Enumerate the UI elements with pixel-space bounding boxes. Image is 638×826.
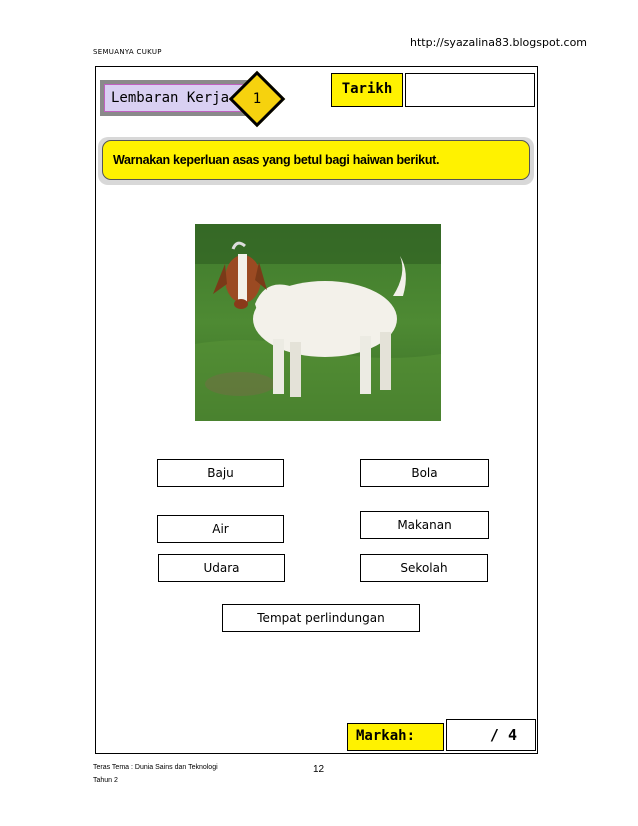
subject-header: SEMUANYA CUKUP — [93, 48, 162, 56]
goat-image — [195, 224, 441, 421]
option-bola[interactable]: Bola — [360, 459, 489, 487]
footer-theme: Teras Tema : Dunia Sains dan Teknologi — [93, 764, 218, 771]
score-field[interactable]: / 4 — [446, 719, 536, 751]
option-udara[interactable]: Udara — [158, 554, 285, 582]
worksheet-label: Lembaran Kerja — [104, 84, 244, 112]
date-field[interactable] — [405, 73, 535, 107]
instruction-banner — [98, 137, 534, 185]
footer-year: Tahun 2 — [93, 777, 118, 784]
worksheet-number-badge — [229, 71, 285, 127]
worksheet-label-box — [100, 80, 248, 116]
option-makanan[interactable]: Makanan — [360, 511, 489, 539]
goat-photo — [195, 224, 441, 421]
blog-url: http://syazalina83.blogspot.com — [410, 36, 588, 49]
page-number: 12 — [313, 764, 325, 775]
instruction-text: Warnakan keperluan asas yang betul bagi haiwan berikut. — [102, 140, 530, 180]
option-sekolah[interactable]: Sekolah — [360, 554, 488, 582]
option-air[interactable]: Air — [157, 515, 284, 543]
date-label: Tarikh — [331, 73, 403, 107]
score-label: Markah: — [347, 723, 444, 751]
option-tempat-perlindungan[interactable]: Tempat perlindungan — [222, 604, 420, 632]
option-baju[interactable]: Baju — [157, 459, 284, 487]
worksheet-number: 1 — [252, 91, 262, 107]
